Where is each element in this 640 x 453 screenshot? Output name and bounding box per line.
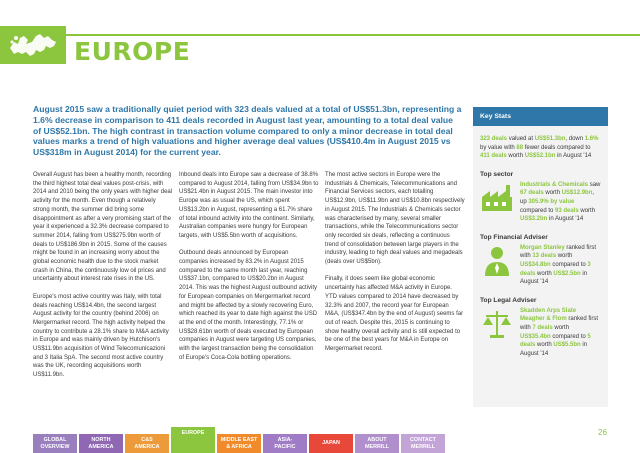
nav-tab-middle-east-africa[interactable]: MIDDLE EAST & AFRICA (217, 434, 261, 453)
key-stats-sidebar (473, 107, 608, 407)
paragraph: Europe's most active country was Italy, with total deals reaching US$14.4bn, the second largest August activity for the country (behind 2006) on Mergermarket record. The high activity helped the country to contribute a 28.1% share to M&A activity in Europe and was mainly driven by Hutchison's US$11.9bn acquisition of Wind Telecomunicazioni and 3 Italia SpA. The second most active country was the UK, recording acquisitions worth US$11.9bn. (33, 293, 169, 379)
nav-tab-global-overview[interactable]: GLOBAL OVERVIEW (33, 434, 77, 453)
body-column-3 (325, 171, 465, 362)
paragraph: Outbound deals announced by European companies increased by 83.2% in August 2015 compared to the same month last year, reaching US$37.1bn, compared to US$20.2bn in August 2014. This was the highest August outbound activity for European companies on Mergermarket record and might be affected by a slowly recovering Euro, which reached its year to date high against the USD at the end of the month. Interestingly, 77.1% or US$28.61bn worth of deals executed by European companies in August were targeting US companies, with the largest transaction being the consolidation of Europe's Coca-Cola bottling operations. (179, 250, 318, 361)
nav-tab-north-america[interactable]: NORTH AMERICA (79, 434, 123, 453)
nav-tab-japan[interactable]: JAPAN (309, 434, 353, 453)
legal-scales-icon (480, 307, 514, 341)
intro-paragraph: August 2015 saw a traditionally quiet period with 323 deals valued at a total of US$51.3bn, representing a 1.6% decrease in comparison to 411 deals recorded in August last year, amounting to a total deal value of US$52.1bn. The high contrast in transaction volume compared to only a minor decrease in total deal values marks a trend of high valuations and higher average deal values (US$410.4m in August 2015 vs US$318m in August 2014) for the current year. (33, 104, 462, 158)
nav-tab-contact-merrill[interactable]: CONTACT MERRILL (401, 434, 445, 453)
header-rule (0, 34, 640, 36)
page-header (0, 0, 640, 70)
nav-tab-about-merrill[interactable]: ABOUT MERRILL (355, 434, 399, 453)
key-stats-summary: 323 deals valued at US$51.3bn, down 1.6% by value with 88 fewer deals compared to 411 deals worth US$52.1bn in August '14 (480, 136, 599, 160)
paragraph: The most active sectors in Europe were the Industrials & Chemicals, Telecommunications and Financial Services sectors, each totalling US$12.9bn, US$11.9bn and US$10.8bn respectively in August 2015. The Industrials & Chemicals sector was characterised by many, several smaller transactions, while the Telecommunications sector only recorded six deals, reflecting a continuous trend of consolidation between large players in the industry, leading to high deal values and megadeals (deals over US$5bn). (325, 172, 465, 266)
nav-tab-cs-america[interactable]: C&S AMERICA (125, 434, 169, 453)
region-nav (33, 430, 447, 453)
paragraph: Inbound deals into Europe saw a decrease of 38.8% compared to August 2014, falling from US$34.9bn to US$21.4bn in August 2015. The main investor into Europe was as usual the US, which spent US$13.2bn in August, representing a 61.7% share of total inbound activity into the continent. Similarly, Australian companies were hungry for European targets, with US$5.5bn worth of acquisitions. (179, 172, 319, 239)
page-title: EUROPE (74, 37, 191, 66)
body-column-1 (33, 171, 173, 389)
nav-tab-europe[interactable]: EUROPE (171, 427, 215, 453)
top-legal-adviser: Top Legal Adviser Skadden Arps Slate Meagher & Flom ranked first with 7 deals worth US$35.4bn compared to 5 deals worth US$5.5bn in August '14 (480, 296, 599, 357)
body-column-2 (179, 171, 319, 371)
europe-map-icon (0, 26, 66, 64)
paragraph: Overall August has been a healthy month, recording the third highest total deal values post-crisis, with 2014 and 2010 being the only years with higher deal activity for the month. Even though a relatively strong month, the summer did bring some disappointment as after a very promising start of the year it experienced a 32.3% decrease compared to summer 2014, falling from US$275.9bn worth of deals to US$186.9bn in 2015. Some of the causes might be found in an increasing worry about the global economic health due to the stock market crash in China, the continuously low oil prices and uncertainty about interest rate rises in the US. (33, 172, 173, 283)
top-financial-adviser: Top Financial Adviser Morgan Stanley ranked first with 13 deals worth US$34.8bn compared to 3 deals worth US$2.5bn in August '14 (480, 233, 597, 286)
financial-adviser-icon (480, 244, 514, 278)
industrial-factory-icon (480, 181, 514, 215)
page-number: 26 (598, 428, 607, 437)
nav-tab-asia-pacific[interactable]: ASIA- PACIFIC (263, 434, 307, 453)
key-stats-heading: Key Stats (473, 107, 608, 126)
paragraph: Finally, it does seem like global economic uncertainty has affected M&A activity in Europe. YTD values compared to 2014 have decreased by 32.3% and 2007, the record year for European M&A, (US$347.4bn by the end of August) seems far out of reach. Despite this, 2015 is continuing to show healthy overall activity and is still expected to be one of the best years for M&A in Europe on Mergermarket record. (325, 276, 464, 353)
top-sector: Top sector Industrials & Chemicals saw 67 deals worth US$12.9bn, up 305.9% by value compared to 93 deals worth US$3.2bn in August '14 (480, 170, 601, 223)
